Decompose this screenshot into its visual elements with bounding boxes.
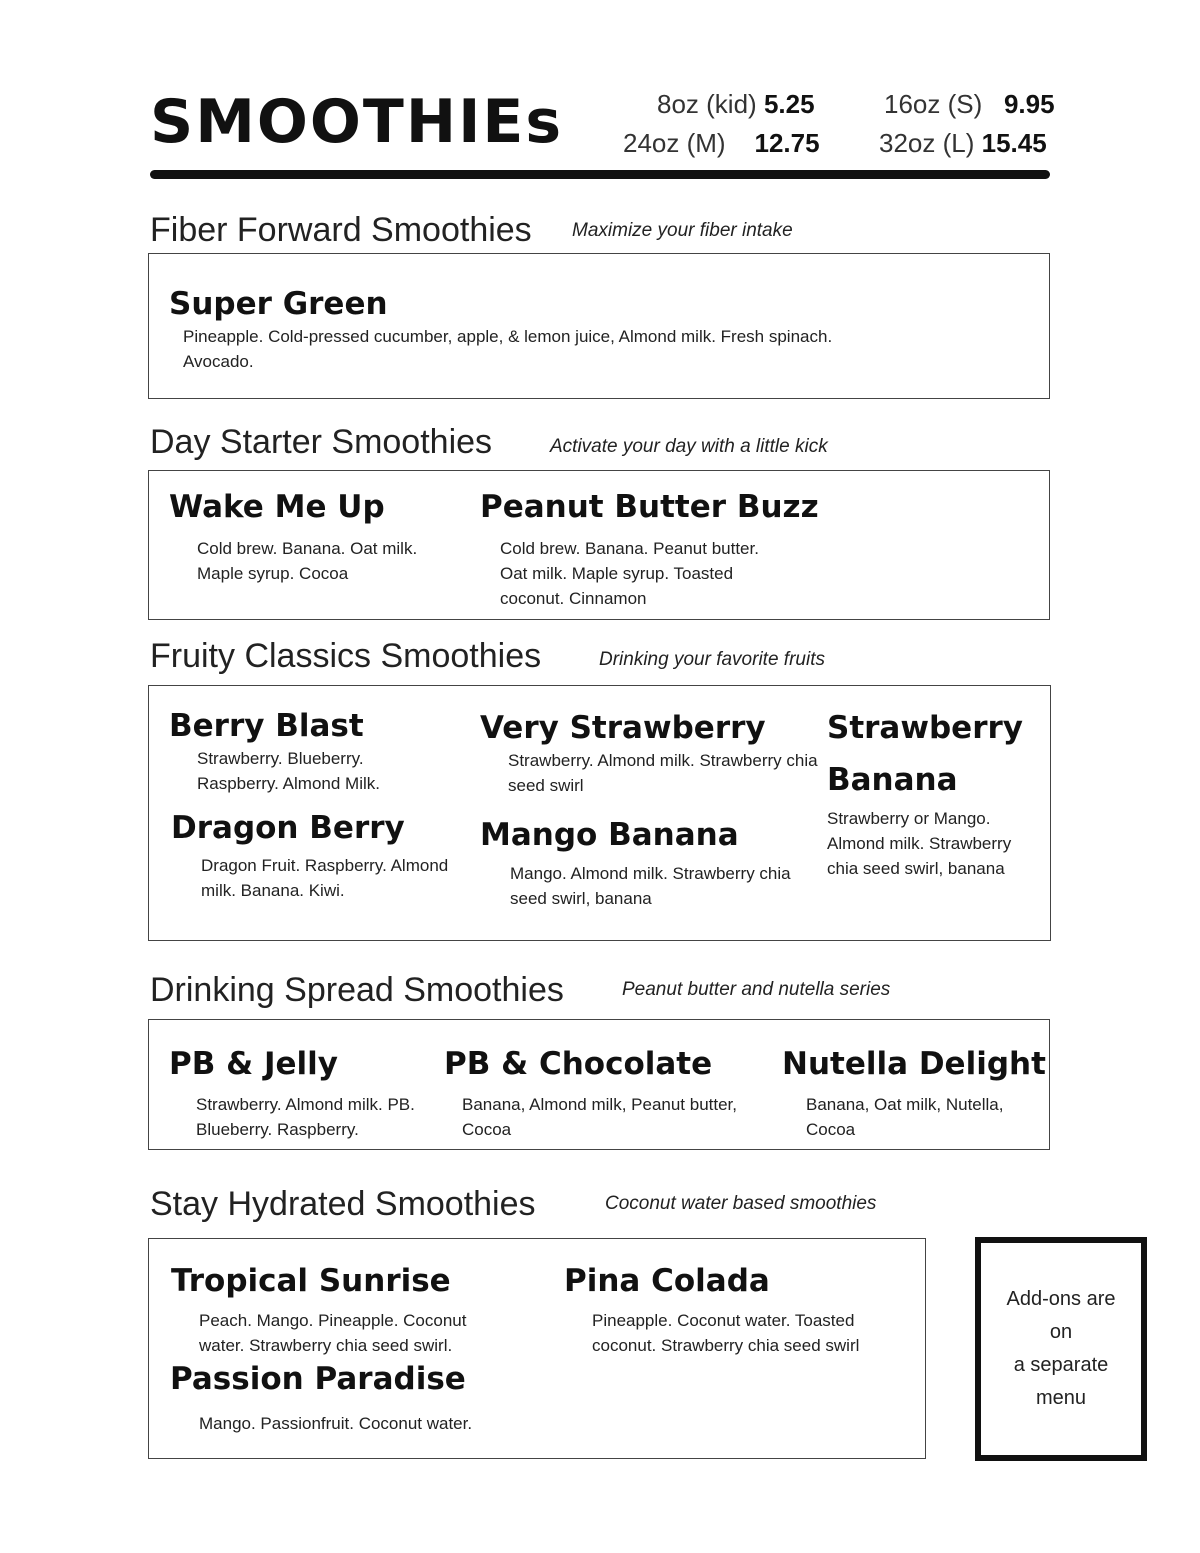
- item-name-wake-me-up: Wake Me Up: [169, 489, 385, 525]
- item-desc-mango-banana: Mango. Almond milk. Strawberry chia seed swirl, banana: [510, 864, 791, 908]
- item-name-nutella-delight: Nutella Delight: [782, 1046, 1046, 1082]
- section-title-hydrated: Stay Hydrated Smoothies: [150, 1185, 536, 1223]
- item-desc-tropical-sunrise: Peach. Mango. Pineapple. Coconut water. Strawberry chia seed swirl.: [199, 1311, 467, 1355]
- size-label: 16oz (S): [884, 89, 983, 119]
- size-label: 24oz (M): [623, 128, 726, 158]
- item-desc-pb-jelly: Strawberry. Almond milk. PB. Blueberry. Raspberry.: [196, 1095, 415, 1139]
- size-price: 12.75: [754, 128, 820, 158]
- item-name-strawberry-banana-line2: Banana: [827, 762, 958, 798]
- size-label: 8oz (kid): [657, 89, 757, 119]
- size-kid: [657, 84, 815, 124]
- item-name-very-strawberry: Very Strawberry: [480, 710, 766, 746]
- section-tagline-hydrated: Coconut water based smoothies: [605, 1193, 877, 1214]
- section-tagline-fiber: Maximize your fiber intake: [572, 220, 793, 241]
- section-box-fruity: [148, 685, 1051, 941]
- size-price: 5.25: [763, 89, 815, 119]
- section-tagline-spread: Peanut butter and nutella series: [622, 979, 891, 1000]
- item-name-passion-paradise: Passion Paradise: [170, 1361, 466, 1397]
- section-tagline-fruity: Drinking your favorite fruits: [599, 649, 825, 670]
- addon-line: menu: [1035, 1387, 1087, 1409]
- item-desc-peanut-butter-buzz: Cold brew. Banana. Peanut butter. Oat milk. Maple syrup. Toasted coconut. Cinnamon: [500, 539, 759, 608]
- item-name-pb-jelly: PB & Jelly: [169, 1046, 338, 1082]
- item-desc-dragon-berry: Dragon Fruit. Raspberry. Almond milk. Banana. Kiwi.: [201, 856, 449, 900]
- size-large: [879, 123, 1047, 163]
- size-small: [884, 84, 1055, 124]
- item-name-peanut-butter-buzz: Peanut Butter Buzz: [480, 489, 819, 525]
- addon-note-box: [975, 1237, 1147, 1461]
- header-rule: [150, 170, 1050, 179]
- section-tagline-day: Activate your day with a little kick: [550, 436, 828, 457]
- item-desc-pb-chocolate: Banana, Almond milk, Peanut butter, Cocoa: [462, 1095, 738, 1139]
- section-box-spread: [148, 1019, 1050, 1150]
- addon-line: a separate: [1013, 1354, 1109, 1376]
- menu-title: SMOOTHIEs: [150, 87, 564, 157]
- size-price: 15.45: [981, 128, 1047, 158]
- section-box-fiber: [148, 253, 1050, 399]
- addon-note: [991, 1283, 1131, 1415]
- size-medium: [623, 123, 820, 163]
- item-desc-wake-me-up: Cold brew. Banana. Oat milk. Maple syrup. Cocoa: [197, 539, 418, 583]
- section-title-fiber: Fiber Forward Smoothies: [150, 211, 532, 249]
- item-desc-nutella-delight: Banana, Oat milk, Nutella, Cocoa: [806, 1095, 1004, 1139]
- addon-line: Add-ons are: [1006, 1288, 1116, 1310]
- item-desc-super-green: Pineapple. Cold-pressed cucumber, apple, & lemon juice, Almond milk. Fresh spinach. Avocado.: [183, 327, 833, 371]
- item-name-super-green: Super Green: [169, 286, 388, 322]
- size-price: 9.95: [1003, 89, 1055, 119]
- item-name-dragon-berry: Dragon Berry: [171, 810, 405, 846]
- section-title-spread: Drinking Spread Smoothies: [150, 971, 564, 1009]
- item-desc-strawberry-banana: Strawberry or Mango. Almond milk. Strawberry chia seed swirl, banana: [827, 809, 1012, 878]
- item-name-tropical-sunrise: Tropical Sunrise: [171, 1263, 451, 1299]
- item-name-strawberry-banana-line1: Strawberry: [827, 710, 1023, 746]
- section-title-day: Day Starter Smoothies: [150, 423, 493, 461]
- size-label: 32oz (L): [879, 128, 975, 158]
- section-box-day: [148, 470, 1050, 620]
- addon-line: on: [1049, 1321, 1073, 1343]
- item-desc-passion-paradise: Mango. Passionfruit. Coconut water.: [199, 1414, 473, 1433]
- item-name-pb-chocolate: PB & Chocolate: [444, 1046, 713, 1082]
- item-desc-very-strawberry: Strawberry. Almond milk. Strawberry chia seed swirl: [508, 751, 818, 795]
- item-name-berry-blast: Berry Blast: [169, 708, 364, 744]
- item-name-mango-banana: Mango Banana: [480, 817, 739, 853]
- item-desc-berry-blast: Strawberry. Blueberry. Raspberry. Almond Milk.: [197, 749, 380, 793]
- item-name-pina-colada: Pina Colada: [564, 1263, 770, 1299]
- section-title-fruity: Fruity Classics Smoothies: [150, 637, 542, 675]
- item-desc-pina-colada: Pineapple. Coconut water. Toasted coconut. Strawberry chia seed swirl: [592, 1311, 860, 1355]
- section-box-hydrated: [148, 1238, 926, 1459]
